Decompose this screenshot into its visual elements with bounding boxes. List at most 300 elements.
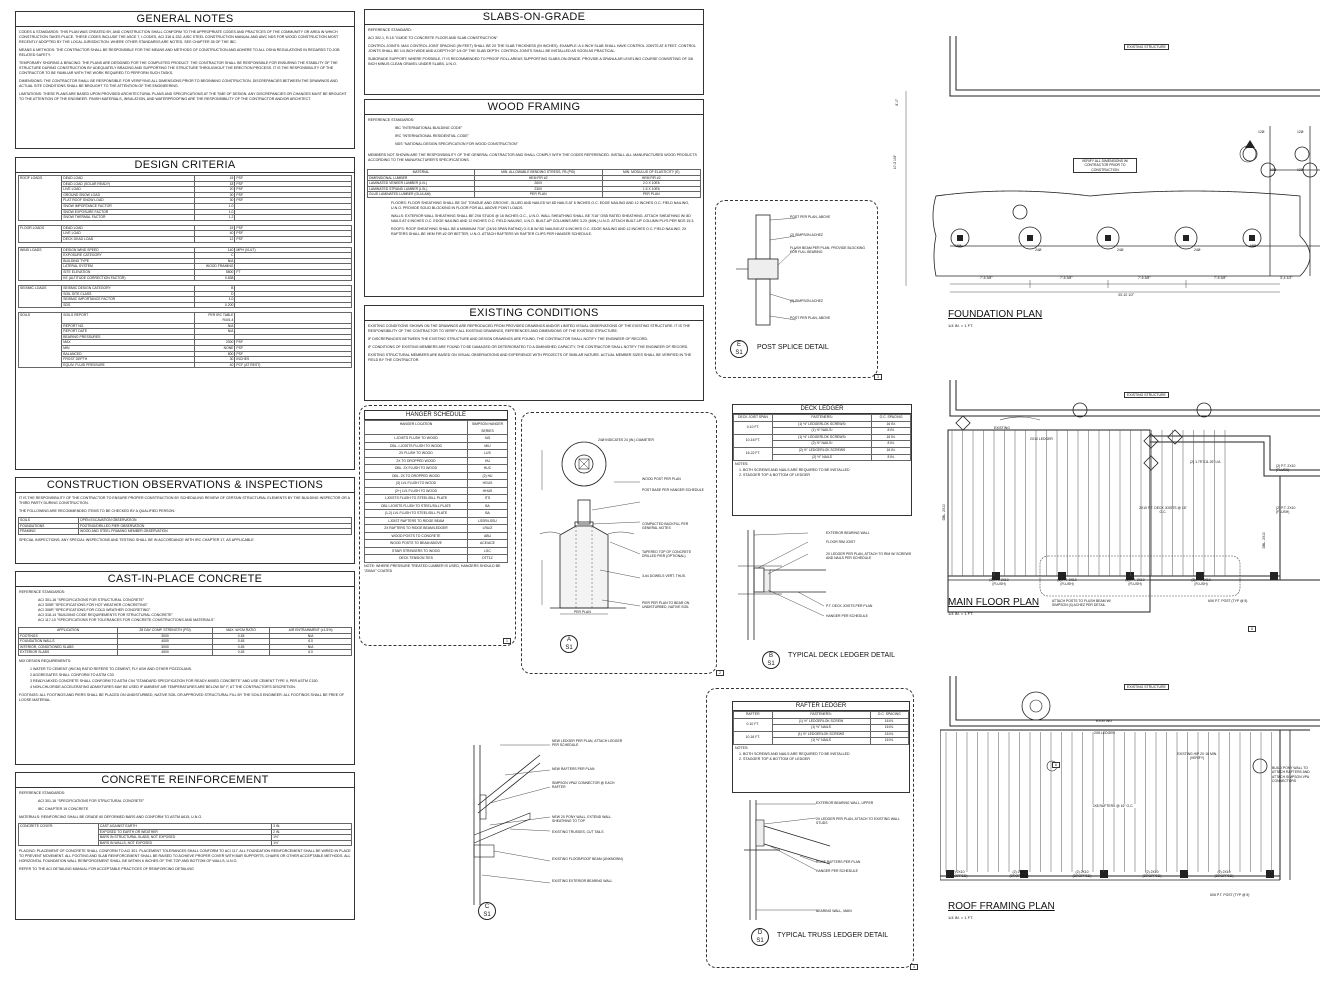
table-row <box>19 313 352 323</box>
dimension-label: 7'-5 3/8" <box>1214 276 1227 280</box>
table-cell: MAX. W/CM RATIO <box>212 628 269 634</box>
detail-a-callout: 3-#4 DOWELS VERT. THUS. <box>642 574 686 578</box>
pier-label: 18Ø <box>955 244 962 248</box>
table-cell: 40 <box>195 362 235 368</box>
detail-d-bubble <box>751 928 769 946</box>
table-cell: BA <box>467 502 507 510</box>
detail-e-callout: (2) SIMPSON ACHEZ <box>790 299 823 303</box>
table-cell: 1½" <box>272 840 352 846</box>
roof-framing-plan-scale: 1/4 IN. = 1 FT. <box>948 915 974 920</box>
table-cell: HUC <box>467 465 507 473</box>
table-cell: SEISMIC LOADS <box>19 286 62 308</box>
detail-a-callout: POST BASE PER HANGER SCHEDULE <box>642 488 704 492</box>
table-cell: 2 IN. <box>272 829 352 835</box>
table-cell: RAFTER <box>734 712 773 719</box>
table-cell: GROUND SNOW LOAD <box>62 192 195 198</box>
table-cell: 1.0 <box>195 209 235 215</box>
detail-sheet: S1 <box>483 912 491 918</box>
table-cell: (1) ½" LEDGERLOK SCREW <box>772 718 870 725</box>
table-cell: N/A <box>270 633 352 639</box>
beam-tag: (3) P.T. 2X10 (FLUSH) <box>1057 578 1077 587</box>
detail-letter: E <box>736 342 741 348</box>
detail-b-callout: 2X LEDGER PER PLAN, ATTACH TO RIM W/ SCREWS AND NAILS PER SCHEDULE <box>826 552 912 561</box>
detail-letter: C <box>484 904 490 910</box>
table-cell: 0.200 <box>195 302 235 308</box>
roof-rafters <box>942 732 1278 872</box>
table-cell <box>235 302 352 308</box>
criteria-table <box>18 285 352 308</box>
table-row <box>365 495 508 503</box>
table-cell: 8 IN. <box>872 441 911 448</box>
table-cell: 0.45 <box>212 639 269 645</box>
table-row <box>19 650 352 656</box>
table-cell: PSF <box>235 351 352 357</box>
table-cell: ACE/ACE <box>467 540 507 548</box>
table-cell: (1) ½" NAILS <box>772 738 870 745</box>
table-cell: PSF <box>235 176 352 182</box>
table-row <box>365 555 508 563</box>
table-cell: BEARING PRESSURES <box>62 334 195 340</box>
detail-b-callout: HANGER PER SCHEDULE <box>826 614 868 618</box>
table-cell: INTERIOR, CONDITIONED SLABS <box>19 644 118 650</box>
table-cell: FOUNDATION WALLS <box>19 639 118 645</box>
mix-label: MIX DESIGN REQUIREMENTS: <box>19 658 72 663</box>
reference-item: ACI 318-14 "BUILDING CODE REQUIREMENTS FOR STRUCTURAL CONCRETE" <box>38 613 173 617</box>
general-note-paragraph: CODES & STANDARDS: THIS PLAN WAS CREATED BY, AND CONSTRUCTION SHALL CONFORM TO THE APPROPRIATE CODES AND PRACTICES OF THE COMMUNITY OR AREA IN WHICH CONSTRUCTION TAKES PLACE. THESE CODES INCLUDE THE ASCE 7, I-CODES, ACI 318 & 332, AISC STEEL CONSTRUCTION MANUAL AND AWC NDS FOR WOOD CONSTRUCTION MOST RECENTLY ADOPTED BY THE LOCAL JURISDICTION. WHERE OTHER STANDARDS ARE NOTED, SEE CHAPTER 35 OF THE IBC. <box>19 30 339 44</box>
table-cell: (1) ½" LEDGERLOK SCREWS² <box>772 421 871 428</box>
table-row <box>734 421 911 428</box>
table-cell: N/A <box>195 323 235 329</box>
detail-letter: A <box>566 637 571 643</box>
table-row <box>365 421 508 435</box>
table-cell: 1.2 <box>195 215 235 221</box>
pier-label: 24Ø <box>1035 248 1042 252</box>
table-cell: 2000 <box>195 340 235 346</box>
detail-d-callout: ROOF RAFTERS PER PLAN <box>816 860 861 864</box>
detail-sheet: S1 <box>565 645 573 651</box>
reference-item: IRC "INTERNATIONAL RESIDENTIAL CODE" <box>395 134 469 138</box>
table-cell: SEISMIC DESIGN CATEGORY <box>62 286 195 292</box>
table-cell: 40 <box>195 231 235 237</box>
reference-item: ACI 301-16 "SPECIFICATIONS FOR STRUCTURAL CONCRETE" <box>38 799 145 803</box>
table-cell: 30 <box>195 198 235 204</box>
table-cell: O.C. SPACING <box>870 712 909 719</box>
criteria-table <box>18 312 352 368</box>
left-beam-label: DBL. 2X10 <box>942 504 946 521</box>
table-cell: 0-10 FT. <box>734 421 773 434</box>
existing-structure-tag: EXISTING STRUCTURE <box>1124 44 1169 50</box>
mix-item: 1 WATER TO CEMENT (W/CM) RATIO REFERS TO CEMENT, FLY ASH AND OTHER POZZOLANS. <box>30 666 193 671</box>
detail-a-bubble <box>560 635 578 653</box>
pier-label: 24Ø <box>1117 248 1124 252</box>
dimension-label: 7'-5 3/8" <box>1138 276 1151 280</box>
table-cell: MATERIAL <box>368 170 475 176</box>
deck-ledger-section <box>732 404 912 516</box>
sheet-ref-tag: 5 <box>1248 626 1256 632</box>
table-cell: AIR ENTRAINMENT (±1.5%) <box>270 628 352 634</box>
attach-note: ATTACH POSTS TO FLUSH BEAM W/ SIMPSON (4) ACHEZ PER DETAIL <box>1052 599 1111 608</box>
table-cell: BA <box>467 510 507 518</box>
detail-e-callout: POST PER PLAN, ABOVE <box>790 316 831 320</box>
top-pier-label: 12Ø <box>1258 130 1265 134</box>
table-cell: LIVE LOAD <box>62 187 195 193</box>
table-cell: FOUNDATIONS <box>19 523 79 529</box>
table-cell: LUS <box>467 450 507 458</box>
table-cell: BARS IN WALLS, NOT EXPOSED <box>98 840 271 846</box>
detail-b-title: TYPICAL DECK LEDGER DETAIL <box>788 652 895 659</box>
table-cell: SOILS REPORT <box>62 313 195 323</box>
table-cell: EXPOSURE CATEGORY <box>62 253 195 259</box>
criteria-table <box>18 247 352 282</box>
table-cell: 16 IN. <box>870 725 909 732</box>
reference-label: REFERENCE STANDARD: <box>368 28 412 32</box>
table-cell: 10-16 FT. <box>734 731 773 744</box>
table-cell: 800 <box>195 351 235 357</box>
reference-label: REFERENCE STANDARDS: <box>19 590 66 594</box>
rafters-label: 2X8 RAFTERS @ 16" O.C. <box>1088 804 1138 808</box>
wood-note: FLOORS: FLOOR SHEATHING SHALL BE 3/4" TONGUE AND GROOVE, GLUED AND NAILED W/ 8D NAILS AT 6 INCHES O.C. EDGE NAILING AND 12 INCHES O.C. FIELD NAILING, U.N.O. PROVIDE SOLID BLOCKING IN FLOOR FOR ALL ABOVE POINT LOADS. <box>391 200 690 210</box>
table-cell: 4000 <box>118 639 213 645</box>
table-row <box>365 487 508 495</box>
table-row <box>734 718 909 725</box>
table-cell: DBL. 2X FLUSH TO WOOD <box>365 465 468 473</box>
beam-tag: (2) 2X10 (DROPPED) <box>1142 870 1162 879</box>
detail-a-callout: WOOD POST PER PLAN <box>642 477 681 481</box>
general-note-paragraph: LIMITATIONS: THESE PLANS ARE BASED UPON PROVIDED ARCHITECTURAL PLANS AND SPECIFICATIONS AT THE TIME OF DESIGN. ANY DISCREPANCIES OR CHANGES MUST BE BROUGHT TO THE ATTENTION OF THE ENGINEER. FINISH MATERIALS, INSULATION, AND WATERPROOFING ARE THE RESPONSIBILITY OF THE CONTRACTOR AND/OR ARCHITECT. <box>19 92 347 101</box>
deck-note: 1. BOTH SCREWS AND NAILS ARE REQUIRED TO BE INSTALLED <box>739 468 850 473</box>
table-cell: FT <box>235 269 352 275</box>
cover-table <box>18 823 352 846</box>
joists-label: 2X10 P.T. DECK JOISTS @ 16" O.C. <box>1139 506 1187 515</box>
table-cell: OPEN EXCAVATION OBSERVATION <box>78 518 351 524</box>
table-cell: (2) ½" NAILS <box>772 454 871 461</box>
table-cell: FASTENERS¹ <box>772 415 871 422</box>
detail-c-bubble <box>478 902 496 920</box>
detail-e-title: POST SPLICE DETAIL <box>757 344 829 351</box>
beam-tag: (2) 2X10 (DROPPED) <box>1214 870 1234 879</box>
reference-item: ACI 305R "SPECIFICATIONS FOR HOT WEATHER CONCRETING" <box>38 603 148 607</box>
detail-sheet: S1 <box>756 938 764 944</box>
table-cell: DECK JOIST SPAN <box>734 415 773 422</box>
table-cell: NONE <box>195 346 235 352</box>
table-cell: PSF <box>235 225 352 231</box>
post-note: 6X6 P.T. POST (TYP @ 5) <box>1210 893 1250 897</box>
rafter-notes-label: NOTES: <box>735 745 749 750</box>
table-row <box>19 302 352 308</box>
table-cell: 0.838 <box>195 275 235 281</box>
table-cell: N/A <box>195 329 235 335</box>
beam-tag: (2) 2X10 (DROPPED) <box>1072 870 1092 879</box>
detail-d-callout: 2X LEDGER PER PLAN, ATTACH TO EXISTING WALL STUDS <box>816 817 900 826</box>
table-cell: INCHES <box>235 357 352 363</box>
table-cell: DBL I-JOISTS FLUSH TO STEEL/SILL PLATE <box>365 502 468 510</box>
table-cell: 0.45 <box>212 650 269 656</box>
rafter-ledger-section <box>732 701 910 793</box>
observations-table <box>18 517 352 535</box>
reference-label: REFERENCE STANDARDS: <box>368 118 415 122</box>
table-cell: 30 <box>195 192 235 198</box>
detail-c-callout: EXISTING FLOOR/ROOF BEAM (UNKNOWN) <box>552 857 623 861</box>
detail-e-bubble <box>730 340 748 358</box>
members-note: MEMBERS NOT SHOWN ARE THE RESPONSIBILITY OF THE GENERAL CONTRACTOR AND SHALL COMPLY WITH THE CODES REFERENCED. INSTALL ALL MANUFACTURED WOOD PRODUCTS ACCORDING TO THE MANUFACTURER'S SPECIFICATIONS. <box>368 153 697 162</box>
hanger-schedule-table <box>364 410 508 634</box>
general-notes-section <box>15 11 355 149</box>
table-cell: 0-10 FT. <box>734 718 773 731</box>
roof-framing-plan-title: ROOF FRAMING PLAN <box>948 901 1055 912</box>
detail-sheet: S1 <box>767 661 775 667</box>
table-cell: PSF <box>235 340 352 346</box>
table-row <box>365 532 508 540</box>
table-cell: LATERAL SYSTEM <box>62 264 195 270</box>
table-cell: PSF <box>235 236 352 242</box>
table-cell: SDS <box>62 302 195 308</box>
table-cell: SITE ELEVATION <box>62 269 195 275</box>
placing-note: PLACING: PLACEMENT OF CONCRETE SHALL CONFORM TO ACI 301. PLACEMENT TOLERANCES SHALL CONFORM TO ACI 117. ALL FOUNDATION REINFORCEMENT SHALL BE WIRED IN PLACE TO PREVENT MOVEMENT. ALL FOOTING AND SLAB REINFORCEMENT SHALL BE RAISED TO ACHIEVE PROPER COVER WITH BAR SUPPORTS, CHAIRS OR OTHER ACCEPTABLE METHODS. ALL HORIZONTAL FOUNDATION WALL REINFORCEMENT SHALL BE WITHIN 6 INCHES OF THE TOP AND BOTTOM OF WALLS, U.N.O. <box>19 849 351 864</box>
table-row <box>365 457 508 465</box>
floor-joists <box>948 430 1230 576</box>
table-cell: 20 <box>195 187 235 193</box>
sheet-ref-tag: 1 <box>503 638 511 644</box>
existing-paragraph: EXISTING STRUCTURAL MEMBERS ARE BASED ON VISUAL OBSERVATIONS AND EXPERIENCE WITH PROJECTS OF SIMILAR NATURE. ACTUAL MEMBER SIZES SHALL BE VERIFIED IN THE FIELD BY THE CONTRACTOR. <box>368 353 692 362</box>
sheet-ref-tag: 6 <box>1052 762 1060 768</box>
detail-b-callout: P.T. DECK JOISTS PER PLAN <box>826 604 873 608</box>
right-tag: (2) P.T. 2X10 (FLUSH) <box>1276 464 1296 473</box>
table-cell: APPLICATION <box>19 628 118 634</box>
table-cell: MAX <box>62 340 195 346</box>
foundation-plan-title: FOUNDATION PLAN <box>948 309 1043 320</box>
detail-c-callout: EXISTING TRUSSES, CUT TAILS <box>552 830 604 834</box>
design-criteria-title: DESIGN CRITERIA <box>16 158 354 173</box>
rafter-note: 2. STAGGER TOP & BOTTOM OF LEDGER <box>739 756 810 761</box>
concrete-reinforcement-title: CONCRETE REINFORCEMENT <box>16 773 354 788</box>
table-cell: 1½" <box>272 835 352 841</box>
table-cell: 16 IN. <box>872 421 911 428</box>
table-cell: GLUE LAMINATED LUMBER (GLULAM) <box>368 192 475 198</box>
table-cell: MIN. MODULUS OF ELASTICITY (E) <box>602 170 700 176</box>
construction-observations-title: CONSTRUCTION OBSERVATIONS & INSPECTIONS <box>16 478 354 493</box>
construction-observations-section <box>15 477 355 564</box>
table-cell: FLOOR LOADS <box>19 225 62 242</box>
table-cell: (1) ½" LEDGERLOK SCREWS² <box>772 434 871 441</box>
table-cell: ROOF LOADS <box>19 176 62 221</box>
table-cell: LAMINATED VENEER LUMBER (LVL) <box>368 181 475 187</box>
table-cell: 140 <box>195 247 235 253</box>
table-row <box>365 465 508 473</box>
table-cell: 2300 <box>474 186 602 192</box>
table-cell: 2600 <box>474 181 602 187</box>
table-cell: FROST DEPTH <box>62 357 195 363</box>
existing-conditions-title: EXISTING CONDITIONS <box>365 306 703 321</box>
cast-in-place-concrete-section <box>15 571 355 765</box>
table-cell: PER PLAN <box>474 192 602 198</box>
general-note-paragraph: DIMENSIONS: THE CONTRACTOR SHALL BE RESPONSIBLE FOR VERIFYING ALL DIMENSIONS PRIOR TO BEGINNING CONSTRUCTION. DISCREPANCIES BETWEEN THE DRAWINGS AND ACTUAL SITE CONDITIONS SHALL BE BROUGHT TO THE ATTENTION OF THE ENGINEERING. <box>19 79 338 88</box>
mix-requirements <box>30 667 354 690</box>
table-cell: LRU/Z <box>467 525 507 533</box>
table-row <box>365 480 508 488</box>
table-row <box>19 275 352 281</box>
hanger-schedule-title: HANGER SCHEDULE <box>364 410 508 420</box>
table-row <box>368 170 701 176</box>
main-floor-plan-title: MAIN FLOOR PLAN <box>948 597 1040 608</box>
table-cell: HEM FIR #2 <box>474 175 602 181</box>
foundation-plan-scale: 1/4 IN. = 1 FT. <box>948 323 974 328</box>
detail-e-drawing <box>726 210 796 330</box>
pier-label: 18Ø <box>1250 244 1257 248</box>
table-cell: D <box>195 291 235 297</box>
top-pier-label: 12Ø <box>1297 168 1304 172</box>
table-cell: REPORT NO. <box>62 323 195 329</box>
table-cell: STAIR STRINGERS TO WOOD <box>365 547 468 555</box>
detail-c-callout: SIMPSON VPA2 CONNECTOR @ EACH RAFTER <box>552 781 615 790</box>
reference-item: ACI 301-16 "SPECIFICATIONS FOR STRUCTURAL CONCRETE" <box>38 598 145 602</box>
table-cell: 3000 <box>118 644 213 650</box>
table-cell: (2) ½" LEDGERLOK SCREWS <box>772 447 871 454</box>
table-cell: N/A <box>270 644 352 650</box>
concrete-reinforcement-section <box>15 772 355 920</box>
general-notes-title: GENERAL NOTES <box>16 12 354 27</box>
table-cell: 2X RAFTERS TO RIDGE BEAM/LEDGER <box>365 525 468 533</box>
table-cell: WOOD FRAMING <box>195 264 235 270</box>
reference-item: ACI 302.1, R-15 "GUIDE TO CONCRETE FLOOR AND SLAB CONSTRUCTION" <box>368 36 498 40</box>
top-pier-label: 12Ø <box>1297 130 1304 134</box>
observations-intro-2: THE FOLLOWING ARE RECOMMENDED ITEMS TO BE CHECKED BY A QUALIFIED PERSON: <box>19 509 175 513</box>
table-row <box>19 362 352 368</box>
table-cell: 18 <box>195 181 235 187</box>
table-cell: DEAD LOAD <box>62 225 195 231</box>
table-cell: 6.0 <box>270 639 352 645</box>
table-cell: 0.45 <box>212 633 269 639</box>
slabs-title: SLABS-ON-GRADE <box>365 10 703 25</box>
overall-dimension: 33'-10 1/2" <box>1118 293 1135 297</box>
table-row <box>19 628 352 634</box>
table-row <box>734 415 911 422</box>
table-cell: DEAD LOAD (SOLAR READY) <box>62 181 195 187</box>
detail-e-callout: POST PER PLAN, ABOVE <box>790 215 831 219</box>
pony-wall-note: BUILD PONY WALL TO ATTACH RAFTERS AND ATTACH SIMPSON VPA CONNECTORS <box>1272 766 1310 784</box>
table-cell: (2+) LVL FLUSH TO WOOD <box>365 487 468 495</box>
table-cell: 16-22 FT. <box>734 447 773 460</box>
table-cell: WOOD POSTS TO BEAM ABOVE <box>365 540 468 548</box>
detail-b-callout: FLOOR RIM JOIST <box>826 540 856 544</box>
beam-tag: (2) 2X10 (DROPPED) <box>948 870 968 879</box>
table-row <box>365 502 508 510</box>
table-row <box>368 186 701 192</box>
slab-paragraph: CONTROL JOINTS: MAX CONTROL JOINT SPACING (IN FEET) SHALL BE 2X THE SLAB THICKNESS (IN INCHES). EXAMPLE: A 4 INCH SLAB SHALL HAVE CONTROL JOINTS AT 8 FEET. CONTROL JOINTS SHALL BE 1/4 INCH WIDE AND A DEPTH OF 1/4 OF THE SLAB DEPTH. CONTROL JOINTS SHALL BE INSTALLED AS SOON AS PRACTICAL. <box>368 44 696 53</box>
reference-item: NDS "NATIONAL DESIGN SPECIFICATION FOR WOOD CONSTRUCTION" <box>395 142 518 146</box>
dimension-label: 7'-5 3/8" <box>1060 276 1073 280</box>
table-row <box>734 712 909 719</box>
wood-framing-title: WOOD FRAMING <box>365 100 703 115</box>
table-cell: SNOW IMPORTANCE FACTOR <box>62 203 195 209</box>
footings-note: FOOTINGS: ALL FOOTINGS AND PIERS SHALL BE PLACED ON UNDISTURBED, NATIVE SOIL OR APPROVED STRUCTURAL FILL BY THE SOILS ENGINEER. ALL FOOTINGS SHALL BE FREE OF LOOSE MATERIAL. <box>19 692 345 702</box>
table-cell: 5800 <box>195 269 235 275</box>
table-row <box>19 215 352 221</box>
reference-label: REFERENCE STANDARDS: <box>19 791 66 795</box>
table-row <box>365 472 508 480</box>
table-cell: FOOTING/DRILLED PIER OBSERVATION <box>78 523 351 529</box>
detail-d-title: TYPICAL TRUSS LEDGER DETAIL <box>777 932 889 939</box>
table-cell: PSF <box>235 346 352 352</box>
table-cell: 3000 <box>118 633 213 639</box>
table-cell: PSF <box>235 198 352 204</box>
table-row <box>365 517 508 525</box>
pony-label: EXISTING HIP 2X 16 MIN. (VERIFY) <box>1176 752 1218 761</box>
table-cell: ABU <box>467 532 507 540</box>
table-cell: LIVE LOAD <box>62 231 195 237</box>
detail-b-drawing <box>738 530 828 640</box>
table-cell: SOILS <box>19 313 62 368</box>
table-row <box>365 442 508 450</box>
wood-framing-section <box>364 99 704 297</box>
table-cell: IUS <box>467 435 507 443</box>
table-cell: HANGER LOCATION <box>365 421 468 435</box>
general-note-paragraph: MEANS & METHODS: THE CONTRACTOR SHALL BE RESPONSIBLE FOR THE MEANS AND METHODS OF CONSTRUCTION AND ADHERE TO ALL OSHA REGULATIONS IN REGARDS TO JOB RELATED SAFETY. <box>19 48 340 57</box>
table-row <box>19 529 352 535</box>
existing-conditions-section <box>364 305 704 401</box>
detail-e-callout: FLUSH BEAM PER PLAN, PROVIDE BLOCKING FOR FULL BEARING <box>790 246 865 255</box>
table-row <box>365 435 508 443</box>
table-cell: 30 <box>195 357 235 363</box>
table-cell: SOIL SITE CLASS <box>62 291 195 297</box>
table-cell: PSF <box>235 181 352 187</box>
right-tag: (2) P.T. 2X10 (FLUSH) <box>1276 506 1296 515</box>
table-cell: (1-2) LVL FLUSH TO STEEL/SILL PLATE <box>365 510 468 518</box>
reference-item: IBC CHAPTER 19 CONCRETE <box>38 807 89 811</box>
reference-item: ACI 306R "SPECIFICATIONS FOR COLD WEATHER CONCRETING" <box>38 608 151 612</box>
detail-e-callout: (2) SIMPSON ACHEZ <box>790 233 823 237</box>
detail-c-callout: NEW LEDGER PER PLAN, ATTACH LEDGER PER SCHEDULE <box>552 739 623 748</box>
table-cell: CAST AGAINST EARTH <box>98 824 271 830</box>
table-cell: 10-16 FT. <box>734 434 773 447</box>
detail-c-drawing <box>460 735 600 915</box>
table-row <box>365 540 508 548</box>
table-cell: 15 <box>195 176 235 182</box>
detail-b-bubble <box>762 651 780 669</box>
detail-a-callout: 24Ø INDICATES 24 (IN.) DIAMETER <box>598 438 654 442</box>
mix-item: 2 AGGREGATES SHALL CONFORM TO ASTM C33 <box>30 672 114 677</box>
deck-notes-label: NOTES: <box>735 462 749 467</box>
table-row <box>734 434 911 441</box>
table-cell: 8 IN. <box>872 454 911 461</box>
table-cell: DBL. 2X TO DROPPED WOOD <box>365 472 468 480</box>
table-cell: I-JOISTS FLUSH TO WOOD <box>365 435 468 443</box>
top-pier-label: 12Ø <box>1270 168 1277 172</box>
table-cell: ITS <box>467 495 507 503</box>
detail-letter: D <box>757 930 763 936</box>
table-row <box>19 236 352 242</box>
hanger-note: NOTE: WHERE PRESSURE TREATED LUMBER IS USED, HANGERS SHOULD BE "ZMAX" COATED <box>364 563 501 573</box>
table-cell: (1) ½" NAILS³ <box>772 428 871 435</box>
cast-concrete-refs <box>38 598 354 623</box>
table-cell: BARS IN STRUCTURAL SLABS, NOT EXPOSED <box>98 835 271 841</box>
table-cell: 2.0 X 10E6 <box>602 181 700 187</box>
main-floor-plan-scale: 1/4 IN. = 1 FT. <box>948 611 974 616</box>
ledger-label: 2X8 LEDGER <box>1094 731 1115 735</box>
design-criteria-body <box>16 175 354 368</box>
table-cell: SIMPSON HANGER SERIES <box>467 421 507 435</box>
detail-c-callout: NEW RAFTERS PER PLAN <box>552 767 595 771</box>
detail-c-callout: NEW 2X PONY WALL, EXTEND WALL SHEATHING TO TOP <box>552 815 612 824</box>
reference-item: ACI 117-10 "SPECIFICATIONS FOR TOLERANCES FOR CONCRETE CONSTRUCTIONS AND MATERIALS" <box>38 618 215 622</box>
table-cell: (3) LVL FLUSH TO WOOD <box>365 480 468 488</box>
observations-outro: SPECIAL INSPECTIONS: ANY SPECIAL INSPECTIONS AND TESTING SHALL BE IN ACCORDANCE WITH IRC CHAPTER 17, AS APPLICABLE <box>19 537 254 542</box>
pier-label: 24Ø <box>1194 248 1201 252</box>
table-cell: 16 IN. <box>872 434 911 441</box>
existing-paragraph: IF DISCREPANCIES BETWEEN THE EXISTING STRUCTURE AND DESIGN DRAWINGS ARE FOUND, THE CONTRACTOR SHALL NOTIFY THE ENGINEER OF RECORD. <box>368 337 649 341</box>
table-cell: DTT1Z <box>467 555 507 563</box>
table-cell: SNOW THERMAL FACTOR <box>62 215 195 221</box>
left-dimension: 10'-5 1/4" <box>892 155 897 170</box>
